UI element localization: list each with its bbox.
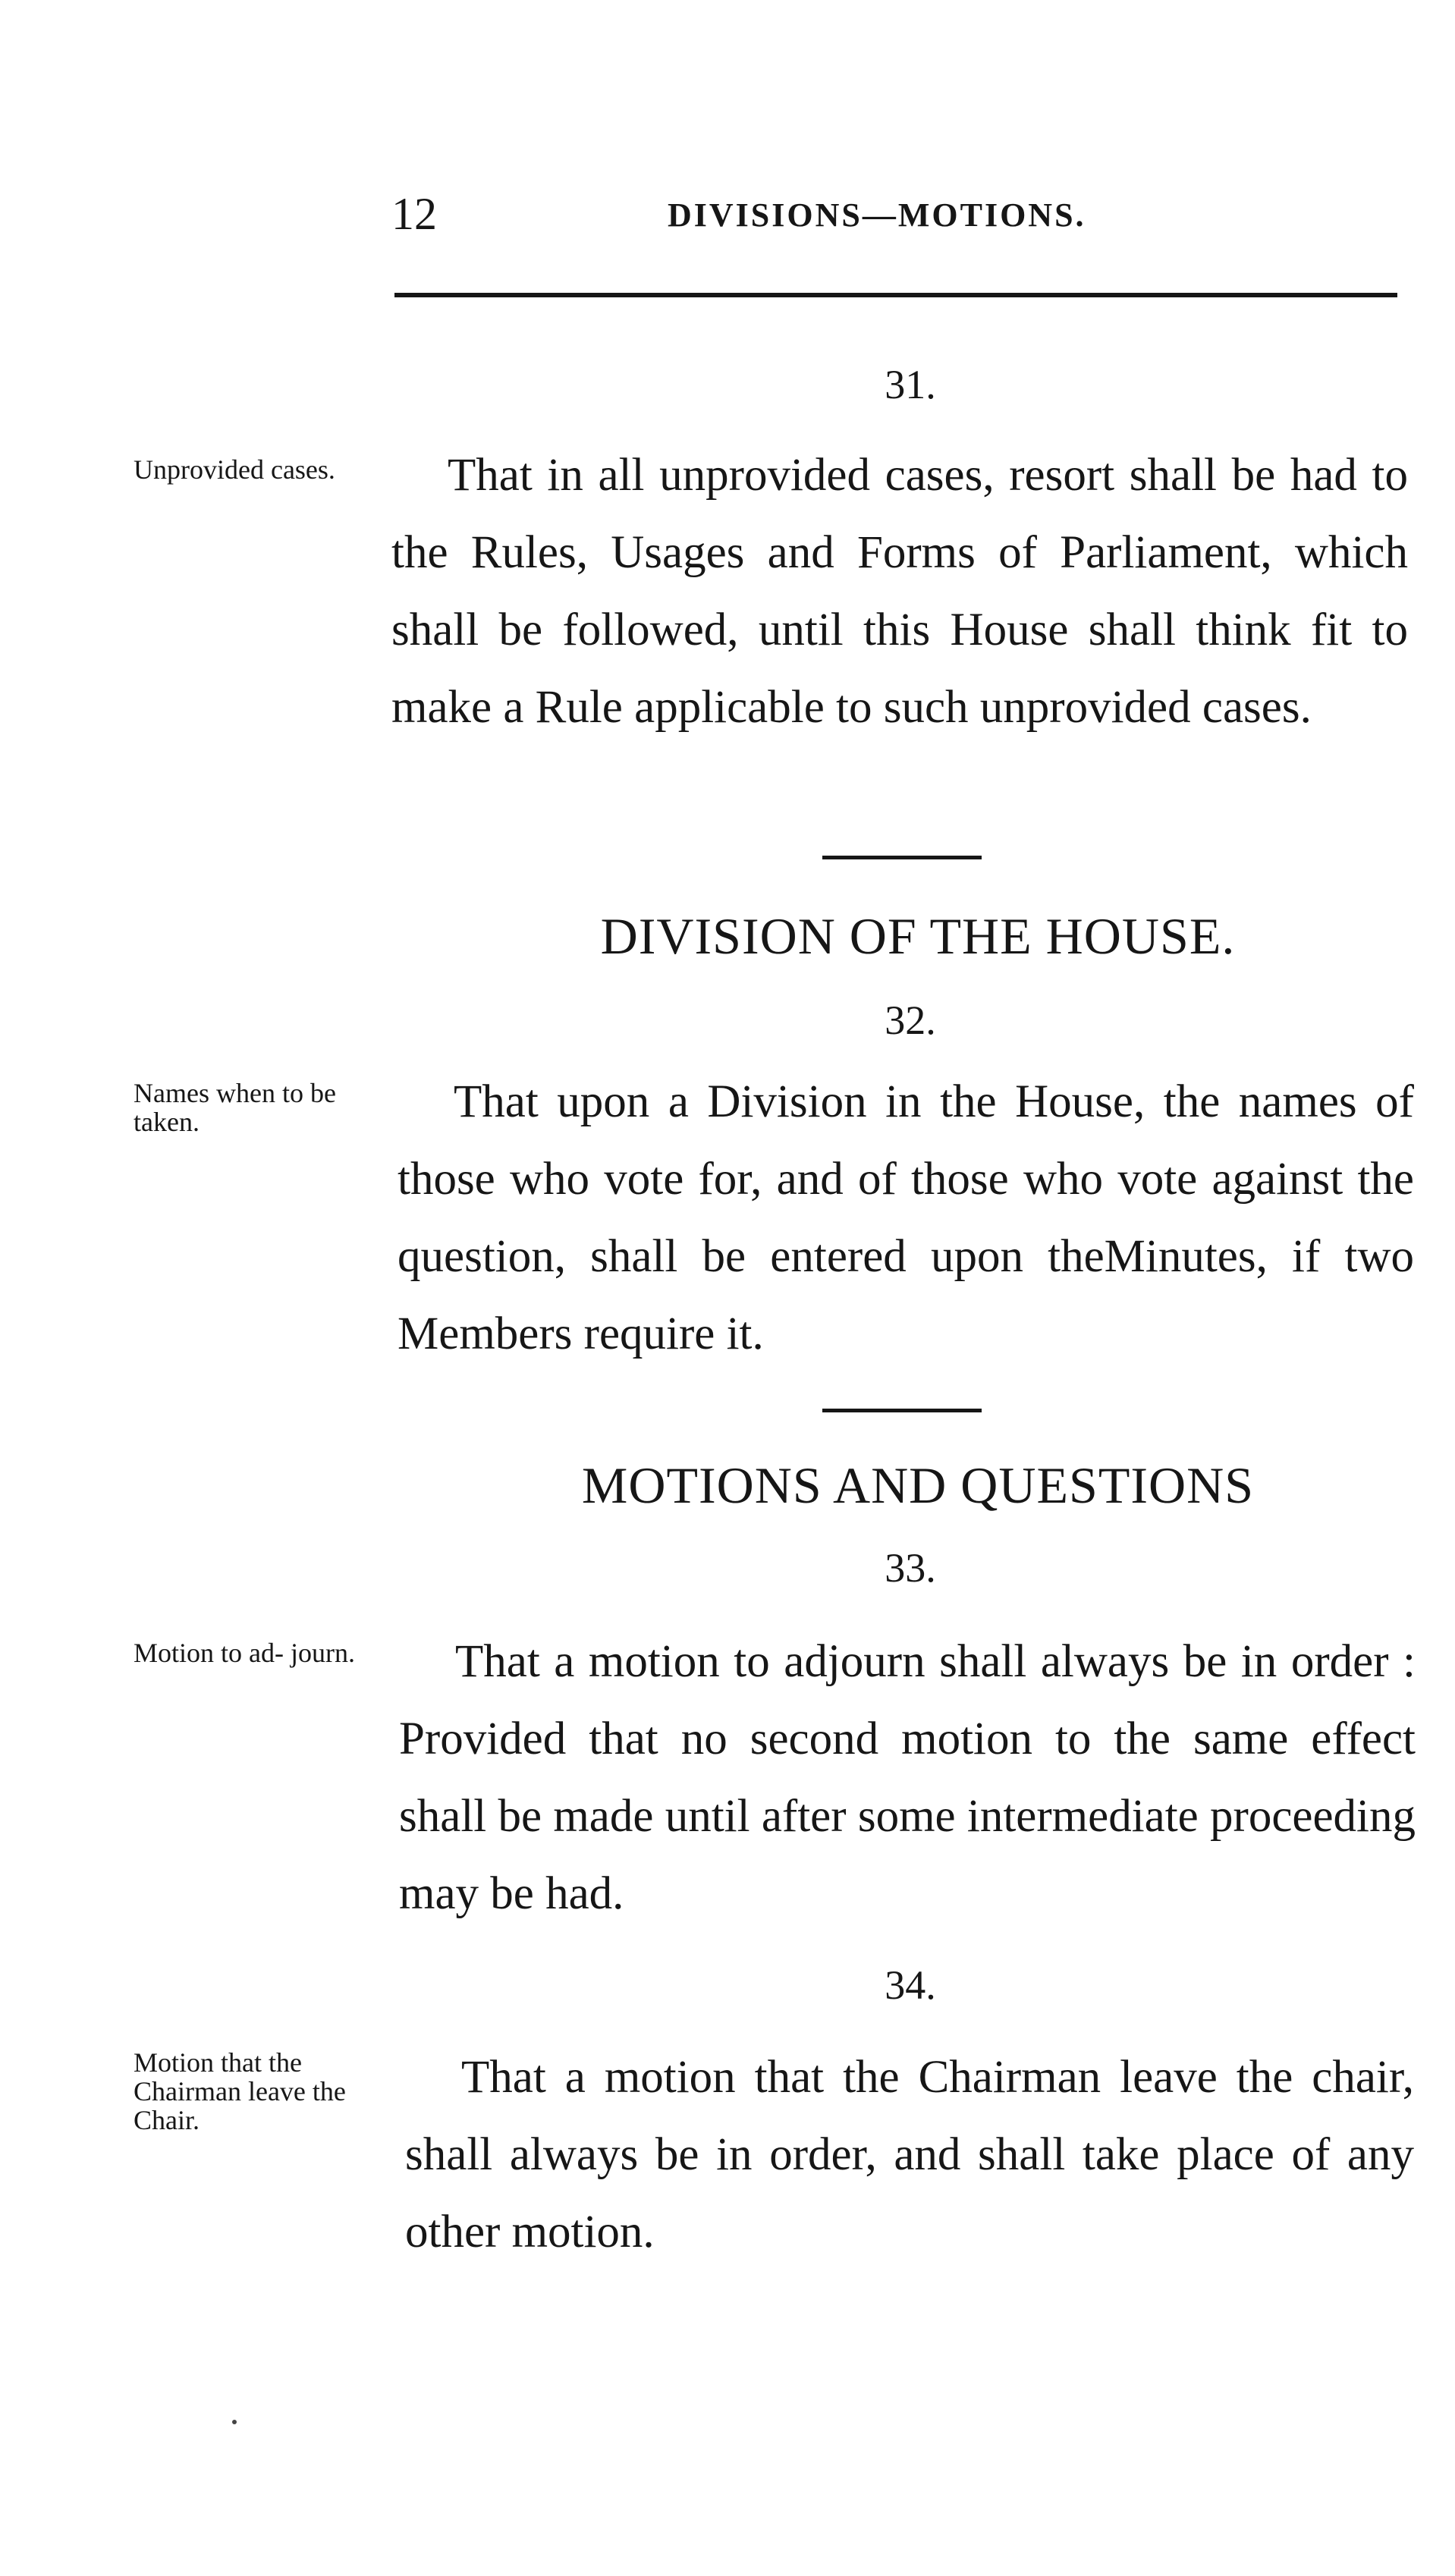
margin-note: Unprovided cases.: [134, 454, 335, 485]
margin-note: Motion that the Chairman leave the Chair.: [134, 2047, 346, 2135]
running-title: DIVISIONS—MOTIONS.: [668, 196, 1086, 234]
section-heading: DIVISION OF THE HOUSE.: [600, 907, 1236, 965]
section-text: That a motion to adjourn shall always be in order : Provided that no second motion to the same effect shall be made until after some intermediate proceeding may be had.: [399, 1636, 1416, 1919]
section-number: 32.: [885, 997, 936, 1043]
section-heading: MOTIONS AND QUESTIONS: [581, 1456, 1255, 1514]
margin-note: Names when to be taken.: [134, 1078, 336, 1137]
section-divider: [822, 856, 982, 859]
section-text: That upon a Division in the House, the names of those who vote for, and of those who vote against the question, shall be entered upon theMinutes, if two Members require it.: [398, 1076, 1414, 1359]
page-number: 12: [391, 189, 437, 239]
header-rule: [394, 293, 1397, 297]
section-number: 33.: [885, 1545, 936, 1591]
section-text: That in all unprovided cases, resort shall be had to the Rules, Usages and Forms of Parliament, which shall be followed, until this House shall think fit to make a Rule applicable to such unprovided cases.: [391, 450, 1408, 733]
ink-speck: [232, 2420, 237, 2424]
margin-note: Motion to ad- journ.: [134, 1638, 355, 1668]
section-text: That a motion that the Chairman leave the chair, shall always be in order, and shall take place of any other motion.: [405, 2052, 1414, 2257]
section-number: 34.: [885, 1962, 936, 2008]
section-divider: [822, 1409, 982, 1412]
section-number: 31.: [885, 362, 936, 407]
